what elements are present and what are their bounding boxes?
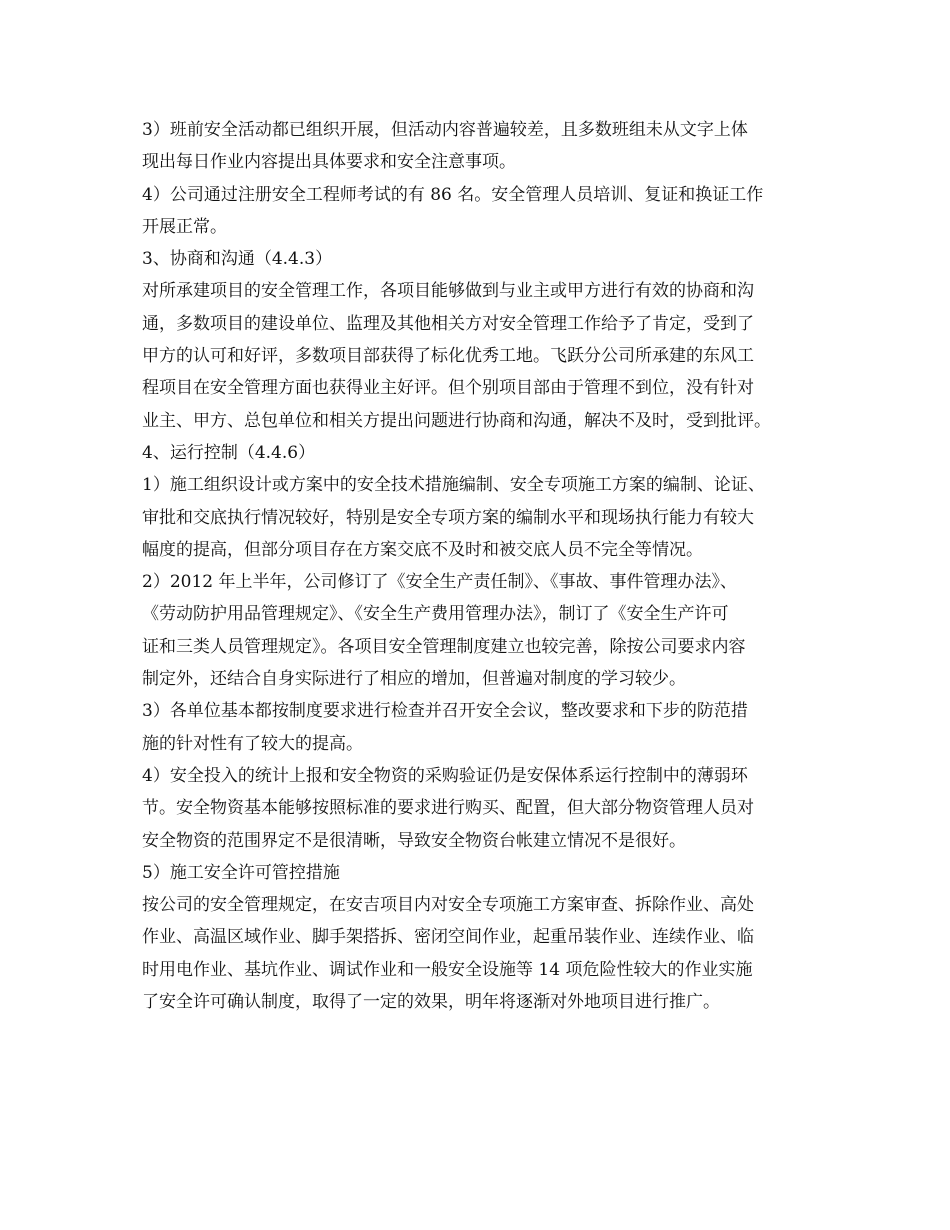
text-line: 4）安全投入的统计上报和安全物资的采购验证仍是安保体系运行控制中的薄弱环 xyxy=(142,765,748,786)
text-line: 施的针对性有了较大的提高。 xyxy=(142,733,363,754)
text-line: 2）2012 年上半年，公司修订了《安全生产责任制》、《事故、事件管理办法》、 xyxy=(142,572,737,593)
text-line: 业主、甲方、总包单位和相关方提出问题进行协商和沟通，解决不及时，受到批评。 xyxy=(142,410,771,431)
text-line: 时用电作业、基坑作业、调试作业和一般安全设施等 14 项危险性较大的作业实施 xyxy=(142,959,753,980)
text-line: 按公司的安全管理规定，在安吉项目内对安全专项施工方案审查、拆除作业、高处 xyxy=(142,895,754,916)
text-line: 了安全许可确认制度，取得了一定的效果，明年将逐渐对外地项目进行推广。 xyxy=(142,992,720,1013)
text-line: 通，多数项目的建设单位、监理及其他相关方对安全管理工作给予了肯定，受到了 xyxy=(142,313,754,334)
text-line: 4、运行控制（4.4.6） xyxy=(142,442,316,463)
text-line: 证和三类人员管理规定》。各项目安全管理制度建立也较完善，除按公司要求内容 xyxy=(142,636,746,657)
text-line: 制定外，还结合自身实际进行了相应的增加，但普遍对制度的学习较少。 xyxy=(142,669,686,690)
text-line: 开展正常。 xyxy=(142,216,227,237)
text-line: 程项目在安全管理方面也获得业主好评。但个别项目部由于管理不到位，没有针对 xyxy=(142,378,754,399)
text-line: 1）施工组织设计或方案中的安全技术措施编制、安全专项施工方案的编制、论证、 xyxy=(142,475,765,496)
text-line: 审批和交底执行情况较好，特别是安全专项方案的编制水平和现场执行能力有较大 xyxy=(142,507,754,528)
text-line: 幅度的提高，但部分项目存在方案交底不及时和被交底人员不完全等情况。 xyxy=(142,539,703,560)
text-line: 安全物资的范围界定不是很清晰，导致安全物资台帐建立情况不是很好。 xyxy=(142,830,686,851)
text-line: 现出每日作业内容提出具体要求和安全注意事项。 xyxy=(142,152,516,173)
text-line: 3）班前安全活动都已组织开展，但活动内容普遍较差，且多数班组未从文字上体 xyxy=(142,120,748,140)
text-line: 5）施工安全许可管控措施 xyxy=(142,862,340,883)
document-body xyxy=(142,114,828,1018)
text-line: 对所承建项目的安全管理工作，各项目能够做到与业主或甲方进行有效的协商和沟 xyxy=(142,281,754,302)
text-line: 3、协商和沟通（4.4.3） xyxy=(142,249,333,270)
text-line: 3）各单位基本都按制度要求进行检查并召开安全会议，整改要求和下步的防范措 xyxy=(142,701,748,722)
text-line: 甲方的认可和好评，多数项目部获得了标化优秀工地。飞跃分公司所承建的东风工 xyxy=(142,346,754,367)
text-line: 4）公司通过注册安全工程师考试的有 86 名。安全管理人员培训、复证和换证工作 xyxy=(142,184,764,205)
text-line: 《劳动防护用品管理规定》、《安全生产费用管理办法》，制订了《安全生产许可 xyxy=(142,604,729,625)
text-line: 节。安全物资基本能够按照标准的要求进行购买、配置，但大部分物资管理人员对 xyxy=(142,798,754,819)
text-line: 作业、高温区域作业、脚手架搭拆、密闭空间作业，起重吊装作业、连续作业、临 xyxy=(142,927,754,948)
